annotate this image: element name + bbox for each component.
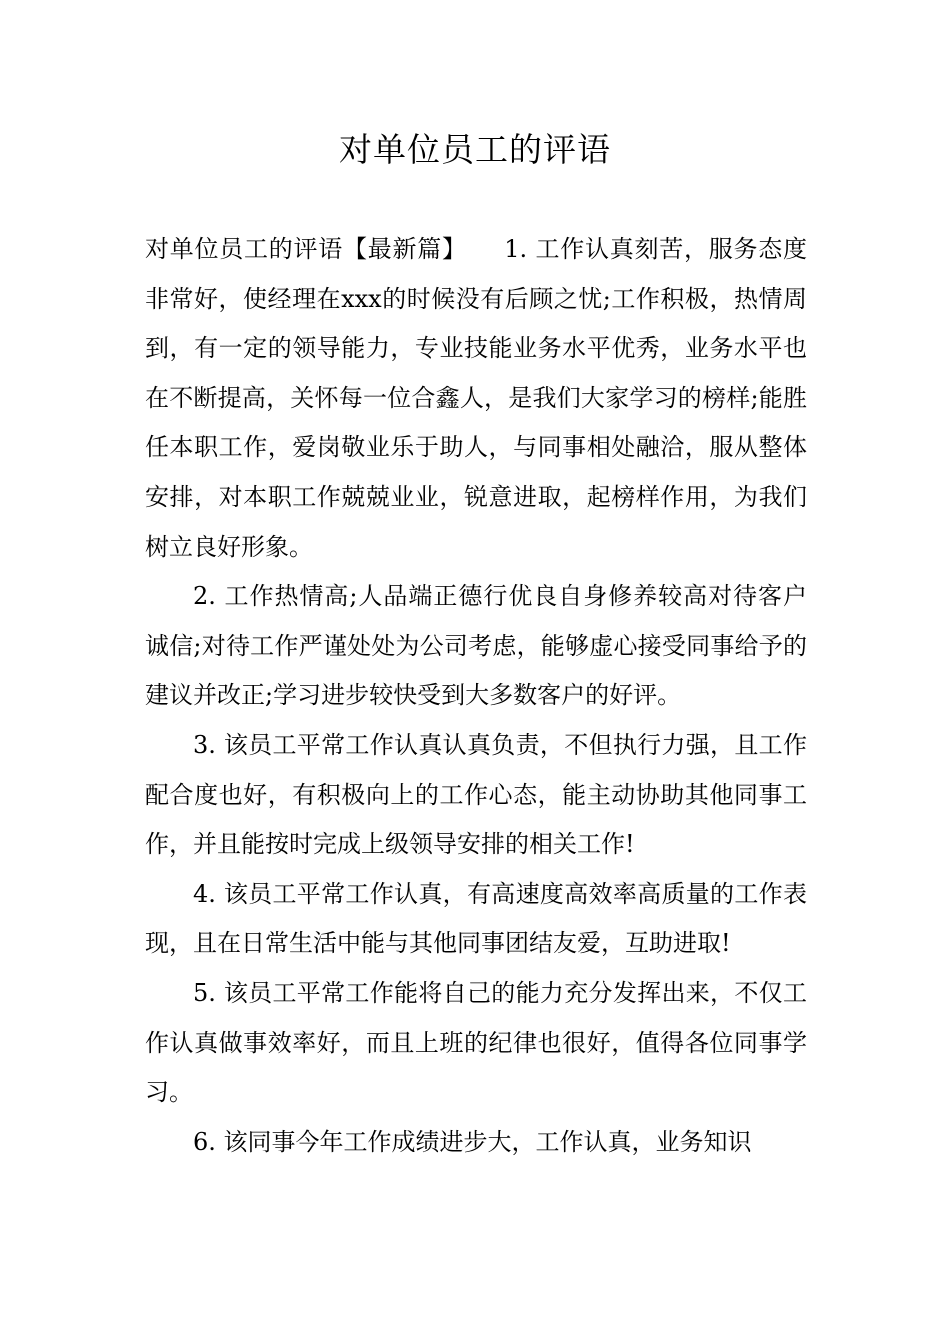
document-body — [145, 225, 807, 1167]
paragraph-item-2: 2. 工作热情高;人品端正德行优良自身修养较高对待客户诚信;对待工作严谨处处为公司考虑，能够虚心接受同事给予的建议并改正;学习进步较快受到大多数客户的好评。 — [145, 582, 807, 710]
paragraph-item-5: 5. 该员工平常工作能将自己的能力充分发挥出来，不仅工作认真做事效率好，而且上班的纪律也很好，值得各位同事学习。 — [145, 978, 807, 1107]
paragraph-item-4: 4. 该员工平常工作认真，有高速度高效率高质量的工作表现，且在日常生活中能与其他同事团结友爱，互助进取! — [145, 879, 807, 958]
document-title: 对单位员工的评语 — [339, 130, 611, 169]
paragraph-intro-item-1: 对单位员工的评语【最新篇】 1. 工作认真刻苦，服务态度非常好，使经理在xxx的时候没有后顾之忧;工作积极，热情周到，有一定的领导能力，专业技能业务水平优秀，业务水平也在不断提高，关怀每一位合鑫人，是我们大家学习的榜样;能胜任本职工作，爱岗敬业乐于助人，与同事相处融洽，服从整体安排，对本职工作兢兢业业，锐意进取，起榜样作用，为我们树立良好形象。 — [145, 235, 807, 561]
paragraph-item-6: 6. 该同事今年工作成绩进步大，工作认真，业务知识 — [193, 1127, 752, 1156]
paragraph-item-3: 3. 该员工平常工作认真认真负责，不但执行力强，且工作配合度也好，有积极向上的工作心态，能主动协助其他同事工作，并且能按时完成上级领导安排的相关工作! — [145, 730, 807, 859]
